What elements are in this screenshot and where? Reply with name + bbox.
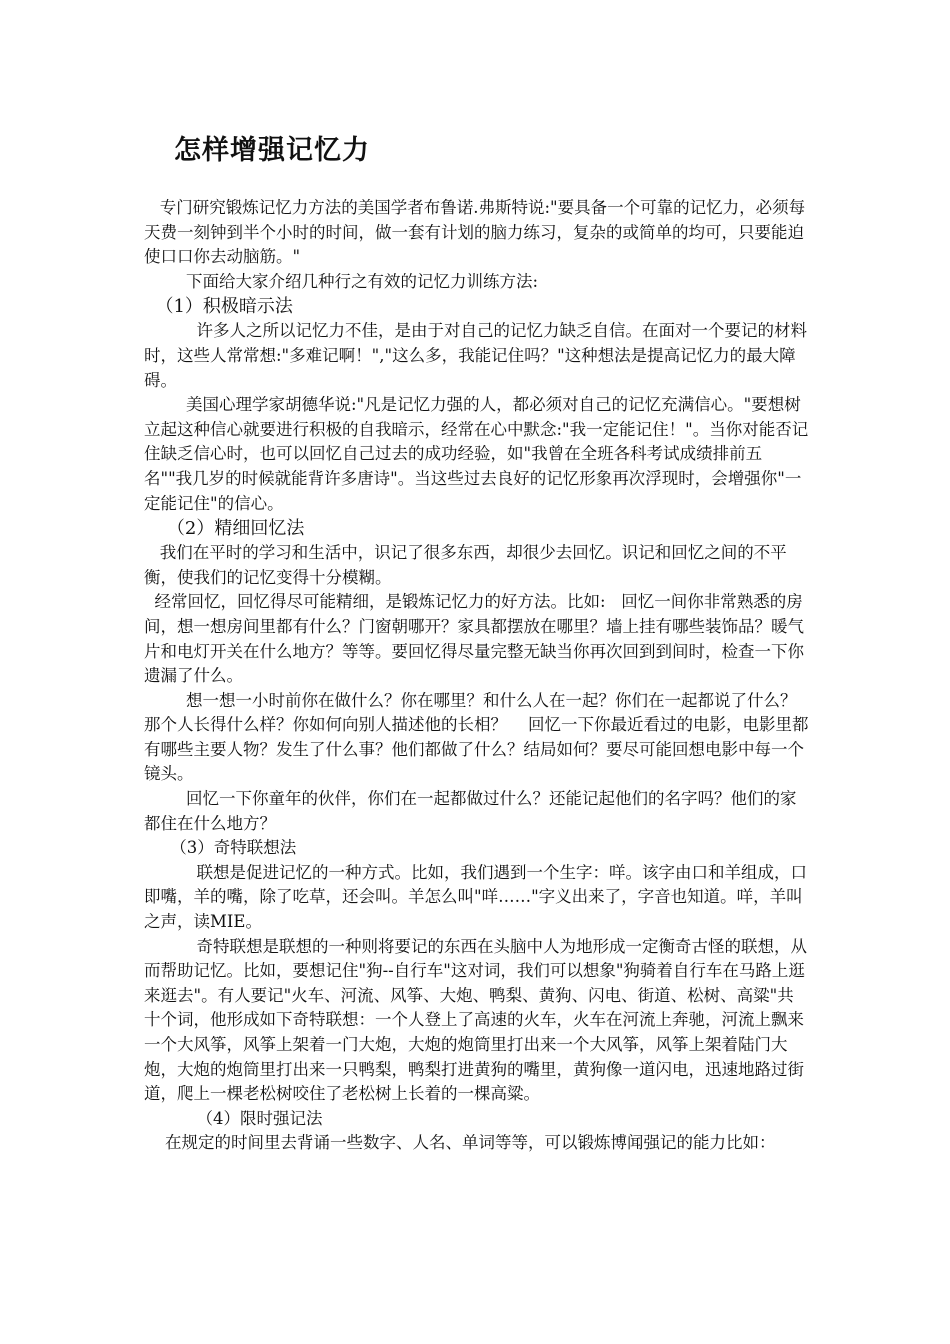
paragraph: 许多人之所以记忆力不佳，是由于对自己的记忆力缺乏自信。在面对一个要记的材料时，这些人常常想:"多难记啊！","这么多，我能记住吗？"这种想法是提高记忆力的最大障碍。	[144, 321, 807, 390]
section-heading: （1）积极暗示法	[144, 296, 293, 318]
section-heading: （2）精细回忆法	[144, 518, 305, 540]
section-heading: （3）奇特联想法	[144, 838, 297, 858]
paragraph: 经常回忆，回忆得尽可能精细，是锻炼记忆力的好方法。比如: 回忆一间你非常熟悉的房间，想一想房间里都有什么？门窗朝哪开？家具都摆放在哪里？墙上挂有哪些装饰品？暖气片和电灯开关在什么地方？等等。要回忆得尽量完整无缺当你再次回到到间时，检查一下你遗漏了什么。	[144, 592, 804, 686]
paragraph: 下面给大家介绍几种行之有效的记忆力训练方法:	[144, 271, 539, 291]
paragraph: 奇特联想是联想的一种则将要记的东西在头脑中人为地形成一定衡奇古怪的联想，从而帮助记忆。比如，要想记住"狗--自行车"这对词，我们可以想象"狗骑着自行车在马路上逛来逛去"。有人要记"火车、河流、风筝、大炮、鸭梨、黄狗、闪电、街道、松树、高粱"共十个词，他形成如下奇特联想：一个人登上了高速的火车，火车在河流上奔驰，河流上飘来一个大风筝，风筝上架着一门大炮，大炮的炮筒里打出来一个大风筝，风筝上架着陆门大炮，大炮的炮筒里打出来一只鸭梨，鸭梨打进黄狗的嘴里，黄狗像一道闪电，迅速地路过街道，爬上一棵老松树咬住了老松树上长着的一棵高粱。	[144, 936, 807, 1104]
paragraph: 想一想一小时前你在做什么？你在哪里？和什么人在一起？你们在一起都说了什么？那个人长得什么样？你如何向别人描述他的长相？ 回忆一下你最近看过的电影，电影里都有哪些主要人物？发生了什么事？他们都做了什么？结局如何？要尽可能回想电影中每一个镜头。	[144, 690, 809, 784]
document-body	[144, 196, 809, 1156]
paragraph: 美国心理学家胡德华说:"凡是记忆力强的人，都必须对自己的记忆充满信心。"要想树立起这种信心就要进行积极的自我暗示，经常在心中默念:"我一定能记住！"。当你对能否记住缺乏信心时，也可以回忆自己过去的成功经验，如"我曾在全班各科考试成绩排前五名""我几岁的时候就能背许多唐诗"。当这些过去良好的记忆形象再次浮现时，会增强你"一定能记住"的信心。	[144, 395, 809, 513]
paragraph: 我们在平时的学习和生活中，识记了很多东西，却很少去回忆。识记和回忆之间的不平衡，使我们的记忆变得十分模糊。	[144, 543, 787, 587]
paragraph: 专门研究锻炼记忆力方法的美国学者布鲁诺.弗斯特说:"要具备一个可靠的记忆力，必须每天费一刻钟到半个小时的时间，做一套有计划的脑力练习，复杂的或简单的均可，只要能迫使口口你去动脑筋。"	[144, 198, 806, 267]
paragraph: 在规定的时间里去背诵一些数字、人名、单词等等，可以锻炼博闻强记的能力比如：	[144, 1133, 776, 1153]
section-heading: （4）限时强记法	[144, 1108, 323, 1128]
page-title: 怎样增强记忆力	[174, 135, 370, 166]
paragraph: 回忆一下你童年的伙伴，你们在一起都做过什么？还能记起他们的名字吗？他们的家都住在什么地方？	[144, 789, 797, 833]
paragraph: 联想是促进记忆的一种方式。比如，我们遇到一个生字：咩。该字由口和羊组成，口即嘴，羊的嘴，除了吃草，还会叫。羊怎么叫"咩……"字义出来了，字音也知道。咩，羊叫之声，读MIE。	[144, 862, 807, 932]
